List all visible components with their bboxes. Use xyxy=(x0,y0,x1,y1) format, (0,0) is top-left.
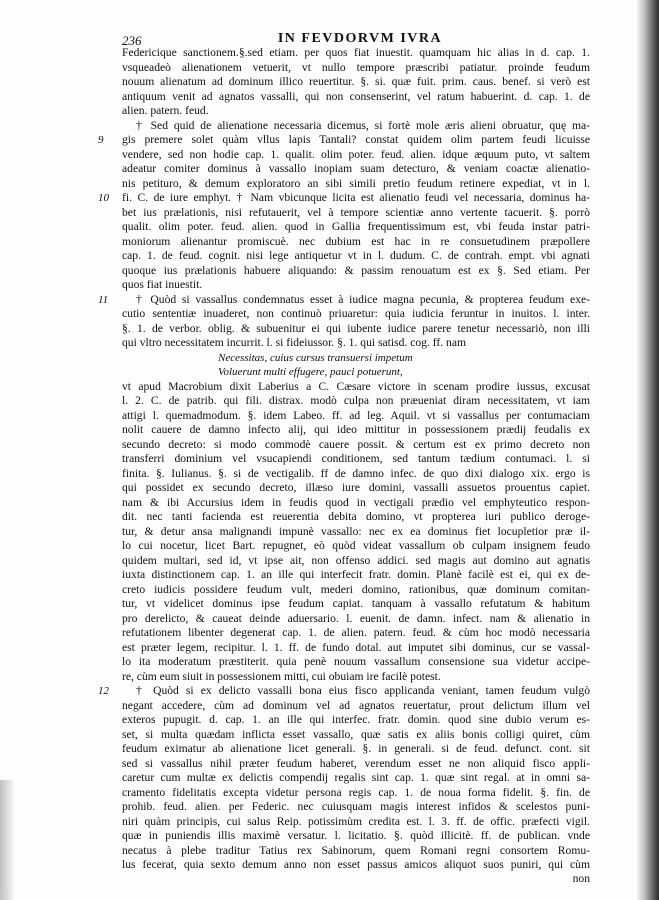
margin-number: 9 xyxy=(98,134,104,146)
text-line xyxy=(122,104,590,119)
line-text: nolit cauere de damno infecto alij, qui ideo mittitur in possessionem prædij feudalis ex xyxy=(122,423,590,436)
text-line xyxy=(122,380,590,395)
line-text: l. 2. C. de patrib. qui fili. distrax. modò culpa non præueniat diram necessitatem, vt iam xyxy=(122,394,590,407)
line-text: necatus à plebe traditur Tatius rex Sabinorum, quem Romani regni consortem Romu- xyxy=(122,843,590,857)
line-text: quoque ius prælationis habuere aliquando: & passim renouatum est ex §. Sed etiam. Per xyxy=(122,263,590,277)
line-text: sed si vassallus nihil præter feudum haberet, verendum esset ne non aliquid fisco appli- xyxy=(122,756,590,770)
text-line xyxy=(122,771,590,786)
text-line xyxy=(122,496,590,511)
text-line xyxy=(122,844,590,859)
line-text: dit. nec tanti facienda est reuerentia debita domino, vt propterea iuri publico deroge- xyxy=(122,510,590,523)
line-text: tur, vt videlicet dominus ipse feudum capiat. tanquam à vassallo refutatum & habitum xyxy=(122,597,590,610)
text-line xyxy=(122,467,590,482)
line-text: cap. 1. de feud. cognit. nisi lege antiquetur vt in l. dudum. C. de contrah. empt. vbi agnati xyxy=(122,249,590,262)
text-line xyxy=(122,249,590,264)
margin-number: 12 xyxy=(98,685,109,697)
line-text: vendere, sed non hodie cap. 1. qualit. olim poter. feud. alien. idque æquum puto, vt saltem xyxy=(122,147,590,161)
line-text: attigi l. quemadmodum. §. idem Labeo. ff. ad leg. Aquil. vt si vassallus per contumaciam xyxy=(122,408,590,422)
text-line xyxy=(122,481,590,496)
margin-number: 11 xyxy=(98,293,109,306)
text-line xyxy=(122,322,590,337)
line-text: vt apud Macrobium dixit Laberius a C. Cæsare victore in scenam prodire iussus, excusat xyxy=(122,379,590,393)
text-line xyxy=(122,206,590,221)
text-line xyxy=(122,786,590,801)
text-line xyxy=(122,75,590,90)
text-line xyxy=(122,655,590,670)
line-text: iuxta distinctionem cap. 1. an ille qui interfecit fratr. domin. Planè facilè est ei, qui ex de- xyxy=(122,568,590,581)
verse-line xyxy=(122,351,590,366)
text-line xyxy=(122,525,590,540)
line-text: gis premere solet quàm vllus lapis Tantali? constat quidem olim partem feudi licuisse xyxy=(122,133,590,146)
text-line xyxy=(122,858,590,873)
line-text: pro derelicto, & caueat deinde aduersario. l. euenit. de damn. infect. nam & alienatio in xyxy=(122,611,590,625)
text-line xyxy=(122,510,590,525)
line-text: fi. C. de iure emphyt. † Nam vbicunque licita est alienatio feudi vel necessaria, dominus ha- xyxy=(122,191,590,204)
margin-number: 10 xyxy=(98,192,109,204)
text-line xyxy=(122,829,590,844)
line-text: transferri dominium vel vsucapiendi conditionem, sed tantum tædium contumaci. l. si xyxy=(122,452,590,465)
line-text: secundo decreto: si modo commodè cauere possit. & certum est ex primo decreto non xyxy=(122,437,590,451)
text-line xyxy=(122,177,590,192)
line-text: lo cui nocetur, licet Bart. repugnet, eò quòd videat vassallum ob culpam insignem feudo xyxy=(122,539,590,552)
line-text: moniorum alienantur promiscuè. nec dubium est hac in re consuetudinem præpollere xyxy=(122,234,590,248)
text-line xyxy=(122,264,590,279)
line-text: negant accedere, cùm ad dominum vel ad agnatos reuertatur, prout delictum illum vel xyxy=(122,698,590,712)
text-line xyxy=(122,278,590,293)
text-line xyxy=(122,46,590,61)
line-text: cramento fidelitatis excepta videtur persona regis cap. 1. de noua forma fidelit. §. fin. de xyxy=(122,785,590,799)
text-line xyxy=(122,148,590,163)
text-line xyxy=(122,307,590,322)
line-text: quos fiat inuestit. xyxy=(122,278,203,291)
text-line xyxy=(122,539,590,554)
text-line xyxy=(122,220,590,235)
catchword: non xyxy=(572,872,590,885)
line-text: Necessitas, cuius cursus transuersi impetum xyxy=(218,351,413,364)
line-text: nam & ibi Accursius idem in feudis quod in vectigali prædio vel emphyteutico respon- xyxy=(122,495,590,509)
text-line xyxy=(122,235,590,250)
text-line xyxy=(122,554,590,569)
line-text: bet ius prælationis, nisi refutauerit, vel à tempore scientiæ anno vertente tacuerit. §. porrò xyxy=(122,205,590,219)
page-edge-shadow xyxy=(637,0,659,900)
verse-line xyxy=(122,365,590,380)
line-text: nis petituro, & demum exploratoro an sibi simili pretio feudum retinere expediat, vt in l. xyxy=(122,176,590,190)
line-text: lus fecerat, quia sexto demum anno non esset passus amicos aliquot suos puniri, qui cùm xyxy=(122,858,590,871)
text-line xyxy=(122,670,590,685)
line-text: antiquum venit ad agnatos vassalli, qui non consenserint, vel ratum habuerint. d. cap. 1. de xyxy=(122,89,590,103)
text-line xyxy=(122,61,590,76)
text-line xyxy=(122,597,590,612)
line-text: vsqueadeò alienationem vetuerit, vt nullo tempore præscribi patiatur. proinde feudum xyxy=(122,60,590,74)
line-text: cutio sententiæ inuaderet, non continuò priuaretur: quia iudicia feruntur in inuitos. l. inter. xyxy=(122,307,590,320)
text-line xyxy=(122,568,590,583)
text-line xyxy=(122,394,590,409)
text-line xyxy=(122,626,590,641)
text-line xyxy=(98,133,590,148)
line-text: tur, & detur ansa malignandi impunè vassallo: nec ex ea dominus fiet locupletior præ il- xyxy=(122,524,590,538)
text-line xyxy=(122,728,590,743)
line-text: caretur cum multæ ex delictis compendij regalis sint cap. 1. quæ sint regal. at in omni sa- xyxy=(122,771,590,784)
line-text: exteros pupugit. d. cap. 1. an ille qui interfec. fratr. domin. quod sine dubio verum es- xyxy=(122,713,590,726)
line-text: † Quòd si vassallus condemnatus esset à iudice magna pecunia, & propterea feudum exe- xyxy=(136,292,590,306)
text-line xyxy=(122,800,590,815)
text-line xyxy=(122,423,590,438)
text-line xyxy=(122,713,590,728)
text-line xyxy=(98,292,590,308)
line-text: est præter legem, recipitur. l. 1. ff. de fundo dotal. aut imputet sibi dominus, cur se vassal- xyxy=(122,640,590,654)
body-text xyxy=(98,46,590,873)
text-line xyxy=(122,641,590,656)
line-text: lo ita moderatum præstiterit. quia penè nouum vassallum consensione sua videtur accipe- xyxy=(122,655,590,668)
text-line xyxy=(98,191,590,206)
line-text: qui possidet ex secundo decreto, illæso iure domini, vassalli assuetos prouentus capiet. xyxy=(122,481,590,494)
text-line xyxy=(122,815,590,830)
text-line xyxy=(122,742,590,757)
page-number: 236 xyxy=(122,33,142,48)
running-head: IN FEVDORVM IVRA xyxy=(277,31,443,46)
line-text: creto iudicis possidere feudum vult, mederi domino, rationibus, quæ dominum comitan- xyxy=(122,582,590,596)
text-line xyxy=(122,452,590,467)
text-line xyxy=(122,757,590,772)
line-text: adeatur comiter dominus à vassallo inopiam suam detecturo, & veniam coactæ alienatio- xyxy=(122,162,590,175)
text-line xyxy=(122,409,590,424)
text-line xyxy=(122,90,590,105)
line-text: re, cùm eum siuit in possessionem mitti, cui obuiam ire facilè potest. xyxy=(122,669,441,683)
line-text: feudum eximatur ab alienatione licet generali. §. in generali. si de feud. defunct. cont. sit xyxy=(122,742,590,755)
text-line xyxy=(122,119,590,134)
line-text: finita. §. Iulianus. §. si de vectigalib. ff de damno infec. de quo dixi dialogo xix. ergo is xyxy=(122,466,590,480)
line-text: qualit. olim poter. feud. alien. quod in Gallia frequentissimum est, vbi feuda instar patri- xyxy=(122,220,590,233)
line-text: Voluerunt multi effugere, pauci potuerunt, xyxy=(218,366,403,378)
line-text: † Sed quid de alienatione necessaria dicemus, si fortè mole æris alieni obruatur, quę ma- xyxy=(136,118,590,132)
line-text: §. 1. de verbor. oblig. & subuenitur ei qui iubente iudice parere tenetur necessariò, non illi xyxy=(122,321,590,335)
text-line xyxy=(122,162,590,177)
text-line xyxy=(122,699,590,714)
line-text: † Quòd si ex delicto vassalli bona eius fisco applicanda veniant, tamen feudum vulgò xyxy=(136,684,590,697)
text-line xyxy=(122,438,590,453)
page-edge-shadow-left xyxy=(0,780,14,900)
text-line xyxy=(98,684,590,699)
text-line xyxy=(122,336,590,351)
text-line xyxy=(122,583,590,598)
line-text: prohib. feud. alien. per Federic. nec cuiusquam magis interest infidos & scelestos puni- xyxy=(122,800,590,813)
line-text: niri quàm principis, cui salus Reip. potissimùm credita est. l. 3. ff. de offic. præfecti vigil. xyxy=(122,814,590,828)
line-text: quidem multari, sed id, vt ipse ait, non offenso addici. sed magis aut domino aut agnatis xyxy=(122,553,590,567)
line-text: refutationem libenter degenerat cap. 1. de alien. patern. feud. & cùm hoc modò necessaria xyxy=(122,626,590,639)
line-text: qui vltro necessitatem incurrit. l. si fideiussor. §. 1. qui satisd. cog. ff. nam xyxy=(122,336,467,349)
line-text: set, si multa quædam inflicta esset vassallo, quæ satis ex aliis bonis colligi quiret, cùm xyxy=(122,727,590,741)
line-text: alien. patern. feud. xyxy=(122,104,209,117)
text-line xyxy=(122,612,590,627)
line-text: quæ in puniendis illis maximè versatur. l. licitatio. §. quòd illicitè. ff. de publican. vnde xyxy=(122,829,590,842)
line-text: Federicique sanctionem.§.sed etiam. per quos fiat inuestit. quamquam hic alias in d. cap. 1. xyxy=(122,46,590,59)
line-text: nouum alienatum ad dominum illico reuertitur. §. si. quæ fuit. prim. caus. benef. si verò est xyxy=(122,75,590,88)
